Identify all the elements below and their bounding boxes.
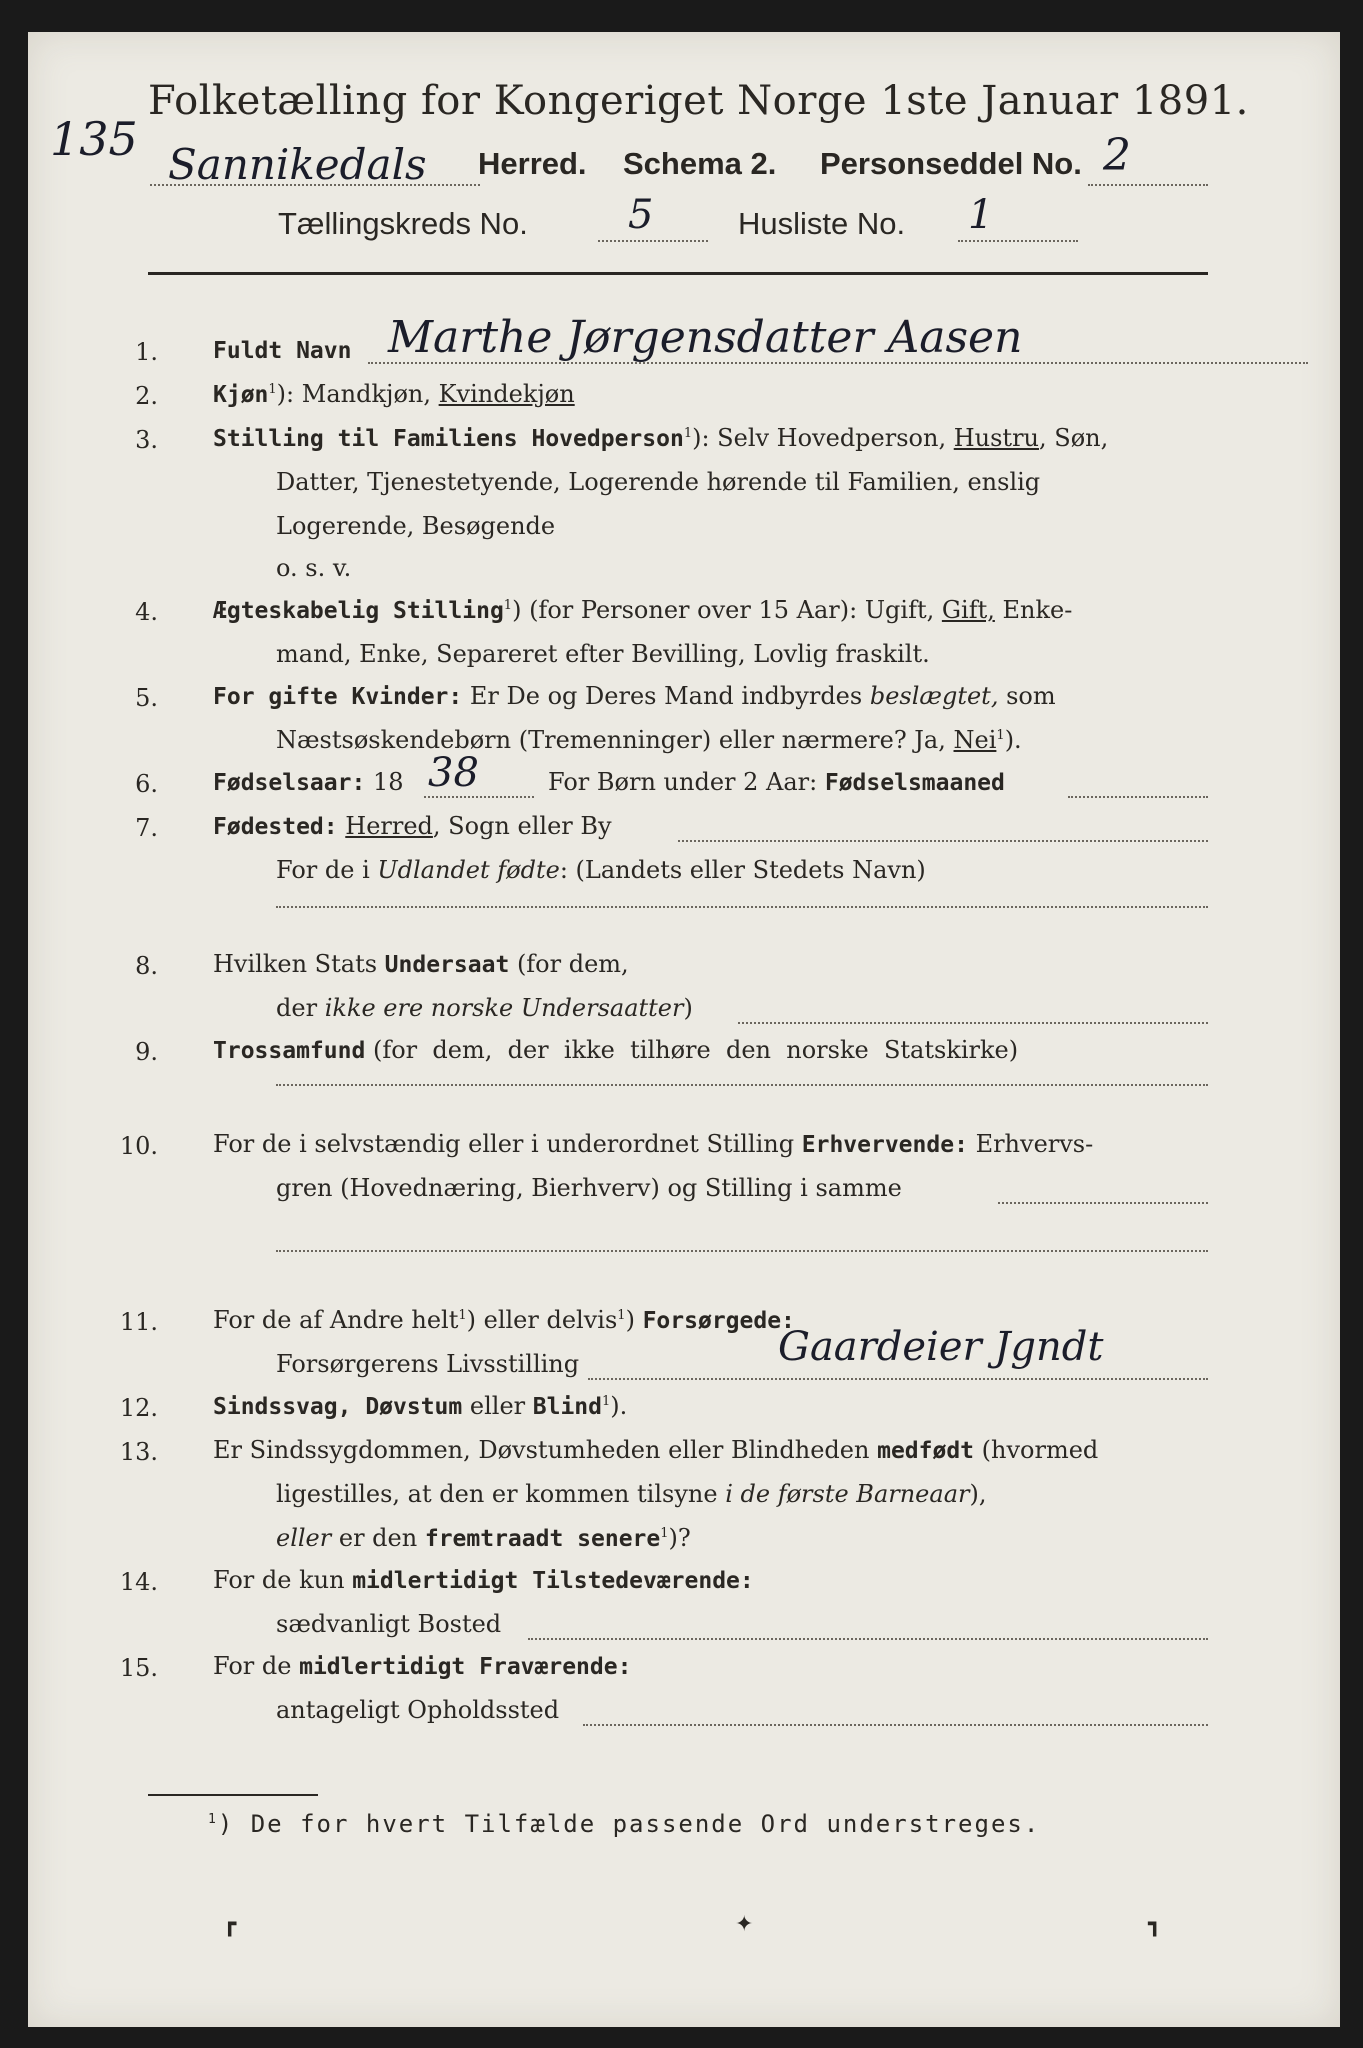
married-women-selected: Nei — [953, 726, 997, 754]
field-number: 1. — [135, 338, 158, 366]
field-number: 10. — [119, 1132, 158, 1160]
congenital-f: er den — [338, 1524, 418, 1552]
religion-label: Trossamfund — [213, 1038, 366, 1064]
birthplace-row — [213, 812, 612, 840]
family-position-label: Stilling til Familiens Hovedperson — [213, 426, 684, 452]
registration-mark: ┏ — [223, 1912, 237, 1937]
birthplace-selected: Herred — [345, 812, 433, 840]
form-title: Folketælling for Kongeriget Norge 1ste Januar 1891. — [148, 78, 1249, 124]
congenital-c: (hvormed — [981, 1436, 1099, 1464]
footnote-mark: 1 — [503, 598, 513, 613]
marital-selected: Gift, — [941, 596, 995, 624]
marital-label: Ægteskabelig Stilling — [213, 598, 504, 624]
temp-present-a: For de kun — [213, 1566, 345, 1594]
birthplace-abroad-a: For de i — [276, 856, 370, 884]
birth-month-text: For Børn under 2 Aar: — [548, 768, 818, 796]
footnote — [208, 1810, 1040, 1838]
supported-label: Forsørgede: — [642, 1308, 795, 1334]
congenital-d: ligestilles, at den er kommen tilsyne — [276, 1480, 718, 1508]
field-number: 13. — [119, 1438, 158, 1466]
disability-mid: eller — [469, 1392, 526, 1420]
congenital-row — [213, 1436, 1098, 1464]
usual-residence-label: sædvanligt Bosted — [276, 1610, 502, 1638]
sex-row — [213, 380, 575, 408]
birth-month-label: Fødselsmaaned — [824, 770, 1005, 796]
occupation-line — [998, 1202, 1208, 1204]
temp-absent-row — [213, 1652, 631, 1680]
footnote-mark: 1 — [458, 1308, 467, 1323]
supported-c: ) — [625, 1306, 635, 1334]
married-women-line2 — [276, 726, 1022, 754]
citizenship-d: ) — [683, 994, 693, 1022]
disability-label2: Blind — [532, 1394, 603, 1420]
name-value: Marthe Jørgensdatter Aasen — [388, 312, 1023, 363]
occupation-line2: gren (Hovednæring, Bierhverv) og Stilling i samme — [276, 1174, 902, 1202]
supported-a: For de af Andre helt — [213, 1306, 459, 1334]
occupation-label: Erhvervende: — [801, 1132, 968, 1158]
birth-month-line — [1068, 796, 1208, 798]
married-women-question-end: som — [1006, 682, 1056, 710]
temp-present-label: midlertidigt Tilstedeværende: — [352, 1568, 754, 1594]
congenital-or: eller — [276, 1524, 332, 1552]
footnote-mark: 1 — [268, 382, 277, 397]
sex-options: ): Mandkjøn, — [276, 380, 431, 408]
family-position-line3: Logerende, Besøgende — [276, 512, 556, 540]
kreds-line — [598, 240, 708, 242]
temp-absent-label: midlertidigt Fraværende: — [299, 1654, 632, 1680]
kreds-number: 5 — [628, 192, 654, 238]
footnote-mark: 1 — [617, 1308, 626, 1323]
registration-mark: ┓ — [1148, 1912, 1162, 1937]
married-women-cousins: Næstsøskendebørn (Tremenninger) eller nærmere? Ja, — [276, 726, 946, 754]
birth-month-row — [548, 768, 1005, 796]
sex-label: Kjøn — [213, 382, 269, 408]
religion-row — [213, 1036, 1018, 1064]
temp-absent-a: For de — [213, 1652, 292, 1680]
field-number: 5. — [135, 684, 158, 712]
disability-row — [213, 1392, 627, 1420]
congenital-label: medfødt — [877, 1438, 975, 1464]
family-position-line4: o. s. v. — [276, 554, 352, 582]
citizenship-label: Undersaat — [384, 952, 510, 978]
birth-year-row — [213, 768, 404, 796]
personseddel-line — [1088, 184, 1208, 186]
birthplace-abroad-b: fødte — [497, 856, 560, 884]
disability-end: ). — [610, 1392, 628, 1420]
field-number: 8. — [135, 952, 158, 980]
footnote-mark: 1 — [602, 1394, 611, 1409]
footnote-mark: 1 — [660, 1526, 669, 1541]
birthplace-abroad-line — [276, 906, 1208, 908]
birth-year-value: 38 — [428, 750, 479, 796]
supporter-occupation-value: Gaardeier Jgndt — [778, 1324, 1104, 1370]
married-women-related: beslægtet, — [869, 682, 999, 710]
supported-b: ) eller delvis — [466, 1306, 618, 1334]
husliste-number: 1 — [968, 192, 994, 238]
congenital-line2 — [276, 1480, 986, 1508]
congenital-line3 — [276, 1524, 691, 1552]
family-position-line2: Datter, Tjenestetyende, Logerende hørende til Familien, enslig — [276, 468, 1041, 496]
name-label-text: Fuldt Navn — [213, 338, 352, 364]
family-position-selected: Hustru — [953, 424, 1039, 452]
citizenship-c: der — [276, 994, 318, 1022]
supporter-occupation-line — [588, 1378, 1208, 1380]
congenital-a: Er Sindssygdommen, Døvstumheden eller Blindheden — [213, 1436, 870, 1464]
marital-options: ) (for Personer over 15 Aar): Ugift, — [512, 596, 935, 624]
congenital-i: i de første Barneaar — [725, 1480, 970, 1508]
field-number: 9. — [135, 1038, 158, 1066]
field-number: 14. — [119, 1568, 158, 1596]
religion-line — [276, 1084, 1208, 1086]
footnote-mark: 1 — [996, 728, 1005, 743]
occupation-b: Erhvervs- — [975, 1130, 1094, 1158]
kreds-label: Tællingskreds No. — [278, 206, 528, 241]
birth-year-prefix: 18 — [372, 768, 404, 796]
occupation-line-extra — [276, 1250, 1208, 1252]
field-number: 2. — [135, 382, 158, 410]
citizenship-i: ikke ere norske Undersaatter — [324, 994, 684, 1022]
herred-label: Herred. — [478, 146, 587, 181]
footnote-text: ) De for hvert Tilfælde passende Ord understreges. — [217, 1810, 1041, 1838]
name-label — [213, 336, 351, 364]
marital-options-end: Enke- — [1002, 596, 1073, 624]
birthplace-abroad-c: : (Landets eller Stedets Navn) — [559, 856, 926, 884]
citizenship-a: Hvilken Stats — [213, 950, 378, 978]
sex-selected: Kvindekjøn — [438, 380, 575, 408]
married-women-end: ). — [1004, 726, 1022, 754]
usual-residence-line — [528, 1638, 1208, 1640]
birthplace-line — [678, 840, 1208, 842]
congenital-e: ), — [969, 1480, 987, 1508]
family-position-options-end: , Søn, — [1039, 424, 1109, 452]
personseddel-label: Personseddel No. — [820, 146, 1082, 181]
congenital-g: )? — [668, 1524, 691, 1552]
personseddel-number: 2 — [1103, 130, 1131, 181]
field-number: 6. — [135, 770, 158, 798]
citizenship-line — [738, 1022, 1208, 1024]
field-number: 12. — [119, 1394, 158, 1422]
husliste-line — [958, 240, 1078, 242]
citizenship-b: (for dem, — [516, 950, 629, 978]
field-number: 7. — [135, 814, 158, 842]
family-position-row — [213, 424, 1108, 452]
probable-stay-label: antageligt Opholdssted — [276, 1696, 560, 1724]
birthplace-abroad — [276, 856, 926, 884]
husliste-label: Husliste No. — [738, 206, 906, 241]
field-number: 3. — [135, 426, 158, 454]
birthplace-abroad-i: Udlandet — [377, 856, 490, 884]
herred-name: Sannikedals — [168, 140, 427, 189]
census-form — [28, 32, 1340, 2027]
footnote-rule — [148, 1794, 318, 1796]
supporter-occupation-label: Forsørgerens Livsstilling — [276, 1350, 580, 1378]
married-women-question: Er De og Deres Mand indbyrdes — [469, 682, 863, 710]
footnote-sup: 1 — [208, 1812, 218, 1827]
citizenship-line2 — [276, 994, 693, 1022]
header-rule — [148, 272, 1208, 275]
field-number: 15. — [119, 1654, 158, 1682]
registration-mark: ✦ — [735, 1912, 754, 1937]
marital-line2: mand, Enke, Separeret efter Bevilling, Lovlig fraskilt. — [276, 640, 930, 668]
birth-year-label: Fødselsaar: — [213, 770, 366, 796]
field-number: 4. — [135, 598, 158, 626]
footnote-mark: 1 — [683, 426, 693, 441]
field-number: 11. — [119, 1308, 158, 1336]
occupation-a: For de i selvstændig eller i underordnet Stilling — [213, 1130, 795, 1158]
marital-row — [213, 596, 1072, 624]
birthplace-options: , Sogn eller By — [432, 812, 612, 840]
schema-label: Schema 2. — [623, 146, 777, 181]
birth-year-line — [424, 796, 534, 798]
disability-label: Sindssvag, Døvstum — [213, 1394, 463, 1420]
probable-stay-line — [583, 1724, 1208, 1726]
supported-row — [213, 1306, 795, 1334]
temp-present-row — [213, 1566, 754, 1594]
religion-text: (for dem, der ikke tilhøre den norske Statskirke) — [372, 1036, 1019, 1064]
married-women-row — [213, 682, 1056, 710]
herred-name-line — [150, 184, 480, 186]
occupation-row — [213, 1130, 1093, 1158]
married-women-label: For gifte Kvinder: — [213, 684, 463, 710]
birthplace-label: Fødested: — [213, 814, 338, 840]
margin-note: 135 — [50, 112, 138, 166]
citizenship-row — [213, 950, 629, 978]
family-position-options: ): Selv Hovedperson, — [692, 424, 947, 452]
congenital-later: fremtraadt senere — [424, 1526, 661, 1552]
